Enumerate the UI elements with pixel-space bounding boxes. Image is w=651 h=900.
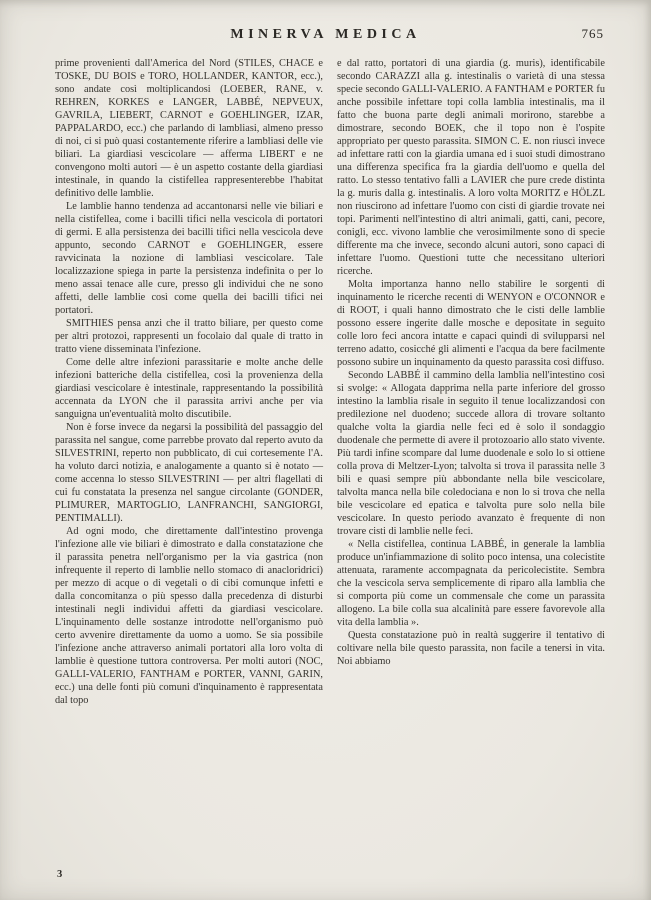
paragraph: Le lamblie hanno tendenza ad accantonarsi nelle vie biliari e nella cistifellea, come i bacilli tifici nella vescicola di portatori di germi. E alla persistenza dei bacilli tifici nella vescicola deve appunto, secondo CARNOT e GOEHLINGER, essere ravvicinata la nozione di lambliasi vescicolare. Tale localizzazione spiega in parte la persistenza indefinita o per lo meno assai tenace alle cure, presso gli individui che ne sono affetti, delle lamblie così come quella dei bacilli tifici nei portatori. — [55, 201, 323, 316]
paragraph: Secondo LABBÉ il cammino della lamblia nell'intestino così si svolge: « Allogata dapprima nella parte inferiore del grosso intestino la lamblia risale in seguito il tenue localizzandosi con predilezione nel duodeno; succede allora di trovare soltanto qualche volta la giardia nelle feci ed è solo il sondaggio duodenale che permette di avere il protozoario allo stato vivente. Più tardi infine scompare dal lume duodenale e solo lo si ottiene colla prova di Meltzer-Lyon; talvolta si trova il parassita nelle 3 bili e quasi sempre più abbondante nella bile vescicolare, talvolta manca nella bile coledociana e non lo si trova che nella bile vescicolare ed epatica e talvolta pure solo nella bile vescicolare. In questo periodo avanzato è frequente di non trovare cisti di lamblie nelle feci. — [337, 370, 605, 537]
left-column — [55, 57, 323, 707]
paragraph: Come delle altre infezioni parassitarie e molte anche delle infezioni batteriche della cistifellea, così la provenienza della giardiasi vescicolare è intestinale, rappresentando la possibilità accennata da LYON che il parassita arrivi anche per via sanguigna un'eventualità molto discutibile. — [55, 357, 323, 420]
paragraph: e dal ratto, portatori di una giardia (g. muris), identificabile secondo CARAZZI alla g. intestinalis o varietà di una stessa specie secondo GALLI-VALERIO. A FANTHAM e PORTER fu anche possibile infettare topi colla lamblia intestinalis, ma il fatto che buona parte degli animali morirono, starebbe a dimostrare, secondo BOEK, che il topo non è l'ospite appropriato per questo parassita. SIMON C. E. non riuscì invece ad infettare ratti con la giardia umana ed i suoi studi dimostrano una differenza specifica fra la giardia dell'uomo e quella del ratto. Lo stesso tentativo fallì a LAVIER che pure crede distinta la g. muris dalla g. intestinalis. A loro volta MORITZ e HÖLZL non riuscirono ad infettare l'uomo con cisti di giardie trovate nei topi. Parimenti nell'intestino di altri animali, gatti, cani, pecore, conigli, ecc. vivono lamblie che verosimilmente sono di specie differente ma che invece, secondo alcuni autori, sono capaci di infettare l'uomo. Questioni tutte che necessitano ulteriori ricerche. — [337, 58, 605, 277]
paragraph: Non è forse invece da negarsi la possibilità del passaggio del parassita nel sangue, come parrebbe provato dal reperto avuto da SILVESTRINI, reperto non pubblicato, di cui cortesemente l'A. ha voluto darci notizia, e analogamente a quanto si è notato — come accenna lo stesso SILVESTRINI — per altri flagellati di cui fu constatata la presenza nel sangue circolante (GONDER, PLIMURER, MARTOGLIO, LANFRANCHI, SANGIORGI, PENTIMALLI). — [55, 422, 323, 524]
paragraph: SMITHIES pensa anzi che il tratto biliare, per questo come per altri protozoi, rappresenti un focolaio dal quale di tratto in tratto viene disseminata l'infezione. — [55, 318, 323, 355]
signature-mark: 3 — [57, 869, 63, 880]
page-header — [0, 25, 651, 45]
paragraph: prime provenienti dall'America del Nord (STILES, CHACE e TOSKE, DU BOIS e TORO, HOLLANDER, KANTOR, ecc.), sono andate così moltiplicandosi (LOEBER, RANE, v. REHREN, KORKES e LANGER, LABBÉ, NEPVEUX, GAVRILA, LIEBERT, CARNOT e GOEHLINGER, IZAR, PAPPALARDO, ecc.) che parlando di lambliasi, almeno presso di noi, ci si può quasi costantemente riferire a lambliasi delle vie biliari. La giardiasi vescicolare — afferma LIBERT e ne convengono molti autori — è un aspetto costante della giardiasi intestinale, in quando la cistifellea rappresenterebbe l'habitat definitivo delle lamblie. — [55, 58, 323, 199]
paragraph: Ad ogni modo, che direttamente dall'intestino provenga l'infezione alle vie biliari è dimostrato e dalla constatazione che il parassita penetra nell'organismo per la via gastrica (non infrequente il reperto di lamblie nello stomaco di anacloridrici) per mezzo di acque o di vegetali o di cibi comunque infetti e dalla concomitanza o più spesso dalla precedenza di disturbi intestinali negli individui affetti da giardiasi vescicolare. L'inquinamento delle sostanze introdotte nell'organismo può certo avvenire direttamente da uomo a uomo. Se sia possibile l'infezione anche attraverso animali portatori alla loro volta di lamblie è questione tuttora controversa. Per molti autori (NOC, GALLI-VALERIO, FANTHAM e PORTER, VANNI, GARIN, ecc.) una delle fonti più comuni d'inquinamento è rappresentata dal topo — [55, 526, 323, 706]
text-columns — [55, 57, 605, 707]
right-column — [337, 57, 605, 707]
page-number: 765 — [581, 26, 604, 41]
paragraph: Molta importanza hanno nello stabilire le sorgenti di inquinamento le ricerche recenti di WENYON e O'CONNOR e di ROOT, i quali hanno dimostrato che le cisti delle lamblie possono essere ingerite dalle mosche e depositate in seguito colle loro feci ancora intatte e capaci quindi di svilupparsi nel terreno adatto, cosicché gli alimenti e l'acqua da bere facilmente possono subire un inquinamento da questo parassita così diffuso. — [337, 279, 605, 368]
paragraph: Questa constatazione può in realtà suggerire il tentativo di coltivare nella bile questo parassita, non facile a tenersi in vita. Noi abbiamo — [337, 630, 605, 667]
paragraph: « Nella cistifellea, continua LABBÉ, in generale la lamblia produce un'infiammazione di solito poco intensa, una colecistite attenuata, raramente accompagnata da pericolecistite. Sembra che la vescicola serva semplicemente di riparo alla lamblia che si comporta più come un commensale che come un parassita allogeno. La bile colla sua alcalinità pare essere favorevole alla vita della lamblia ». — [337, 539, 605, 628]
journal-title: MINERVA MEDICA — [230, 27, 421, 42]
